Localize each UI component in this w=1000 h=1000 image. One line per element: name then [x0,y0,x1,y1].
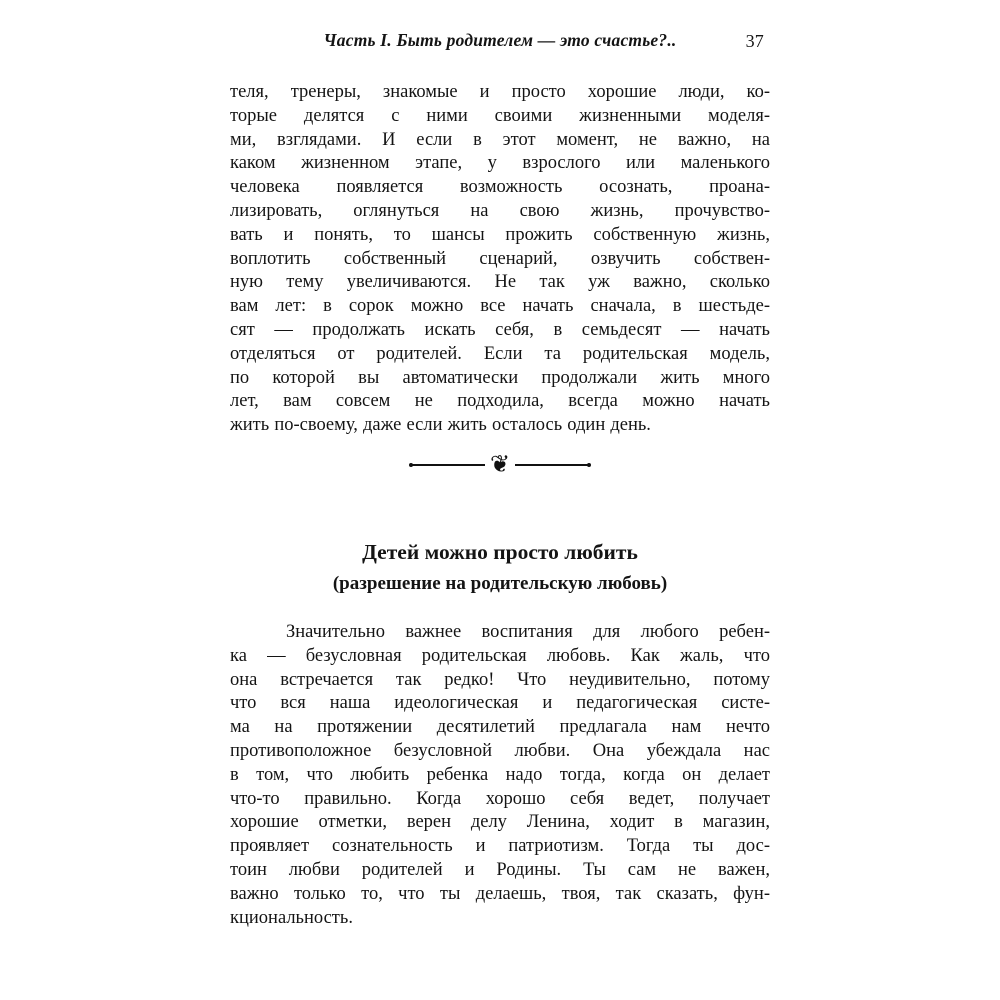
text-line: по которой вы автоматически продолжали жить много [230,367,770,388]
text-line: человека появляется возможность осознать, проана- [230,177,770,198]
divider-rule-right [515,464,589,466]
text-line: лизировать, оглянуться на свою жизнь, прочувство- [230,200,770,221]
text-line: ми, взглядами. И если в этот момент, не важно, на [230,129,770,150]
section-divider [230,451,770,479]
text-line: ка — безусловная родительская любовь. Как жаль, что [230,645,770,666]
section-heading [230,539,770,596]
running-header [230,30,770,54]
text-line: что-то правильно. Когда хорошо себя ведет, получает [230,788,770,809]
book-page [230,0,770,930]
text-line: кциональность. [230,907,353,928]
text-line: хорошие отметки, верен делу Ленина, ходит в магазин, [230,812,770,833]
text-line: в том, что любить ребенка надо тогда, когда он делает [230,764,770,785]
text-line: ма на протяжении десятилетий предлагала нам нечто [230,717,770,738]
text-line: проявляет сознательность и патриотизм. Тогда ты дос- [230,836,770,857]
divider-rule-left [411,464,485,466]
text-line: сят — продолжать искать себя, в семьдесят — начать [230,319,770,340]
text-line: лет, вам совсем не подходила, всегда можно начать [230,391,770,412]
text-line: отделяться от родителей. Если та родительская модель, [230,343,770,364]
section-subtitle: (разрешение на родительскую любовь) [332,572,668,594]
text-line: теля, тренеры, знакомые и просто хорошие люди, ко- [230,82,770,102]
text-line: что вся наша идеологическая и педагогическая систе- [230,693,770,714]
text-line: каком жизненном этапе, у взрослого или маленького [230,153,770,174]
text-line: тоин любви родителей и Родины. Ты сам не важен, [230,859,770,880]
body-paragraph [230,621,770,930]
text-line: воплотить собственный сценарий, озвучить собствен- [230,248,770,269]
section-title: Детей можно просто любить [362,539,638,564]
page-number: 37 [745,31,764,51]
text-line: жить по-своему, даже если жить осталось один день. [230,415,651,436]
chapter-title: Часть I. Быть родителем — это счастье?.. [323,30,677,50]
text-line: Значительно важнее воспитания для любого ребен- [286,621,770,642]
divider-ornament-icon: ❦ [489,451,511,478]
text-line: ную тему увеличиваются. Не так уж важно, сколько [230,272,770,293]
text-line: противоположное безусловной любви. Она убеждала нас [230,740,770,761]
text-line: важно только то, что ты делаешь, твоя, так сказать, фун- [230,883,770,904]
text-line: вам лет: в сорок можно все начать сначала, в шестьде- [230,296,770,317]
text-line: вать и понять, то шансы прожить собственную жизнь, [230,224,770,245]
text-line: торые делятся с ними своими жизненными моделя- [230,105,770,126]
body-paragraph [230,81,770,438]
text-line: она встречается так редко! Что неудивительно, потому [230,669,770,690]
